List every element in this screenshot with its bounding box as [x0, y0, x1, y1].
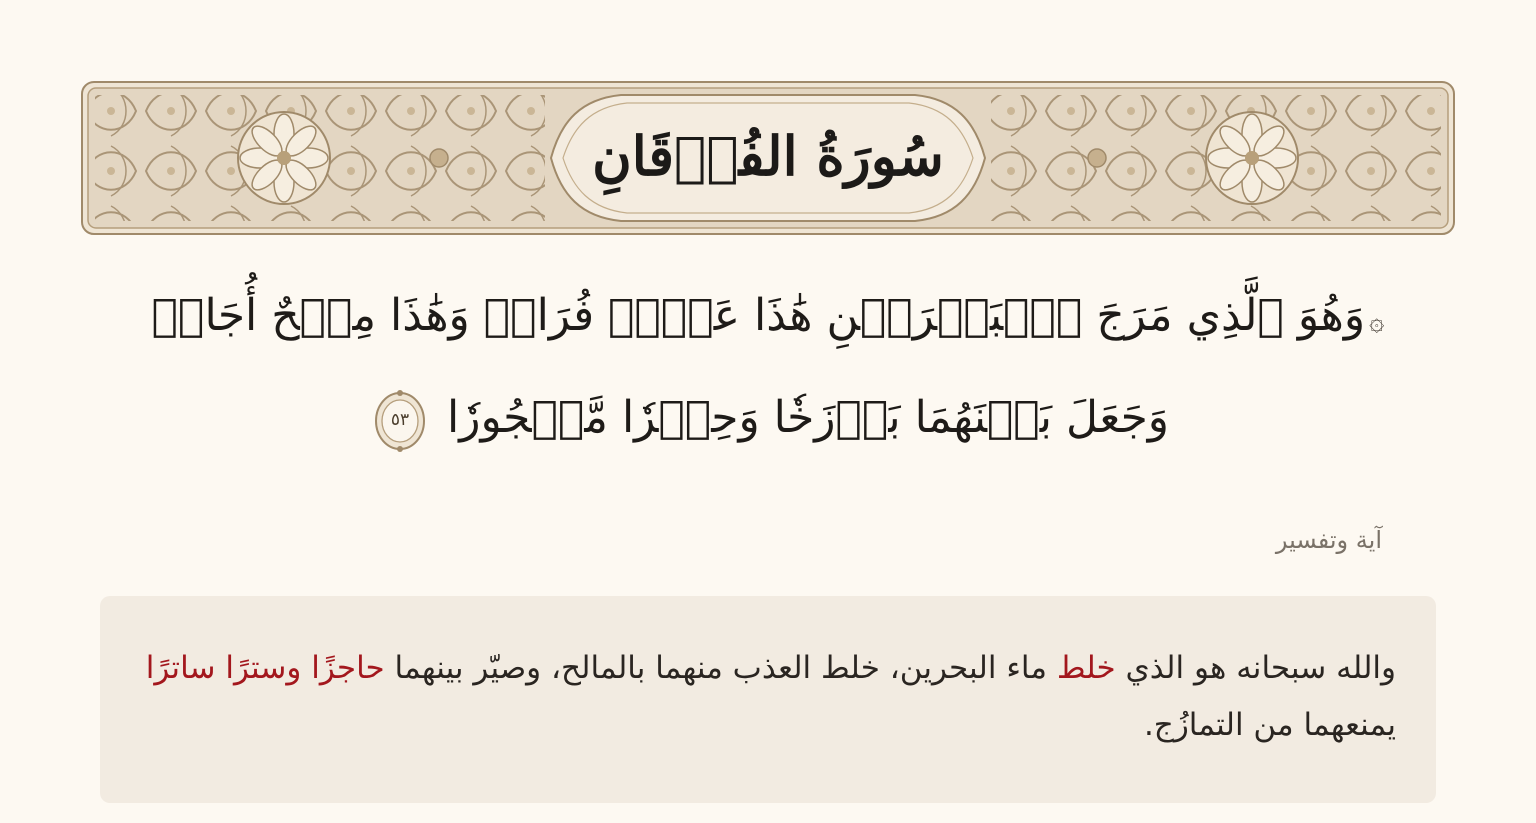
- tafsir-part-2: ماء البحرين، خلط العذب منهما بالمالح، وصيّر بينهما: [384, 650, 1057, 686]
- rub-el-hizb-icon: ۞: [1369, 307, 1385, 337]
- tafsir-section-heading: آية وتفسير: [1275, 526, 1382, 554]
- right-rosette-icon: [1206, 112, 1298, 204]
- verse-text-block: [100, 268, 1436, 466]
- surah-header-banner: [81, 81, 1455, 235]
- left-rosette-icon: [238, 112, 330, 204]
- ayah-number-marker: [373, 389, 427, 453]
- tafsir-text: [140, 640, 1396, 754]
- tafsir-part-1: والله سبحانه هو الذي: [1115, 650, 1396, 686]
- tafsir-highlight-1: خلط: [1056, 650, 1116, 686]
- tafsir-part-3: يمنعهما من التمازُج.: [1143, 707, 1396, 743]
- tafsir-highlight-2: حاجزًا وسترًا ساترًا: [145, 650, 385, 686]
- ayah-number: ٥٣: [390, 410, 410, 430]
- verse-text: وَهُوَ ٱلَّذِي مَرَجَ ٱلۡبَحۡرَيۡنِ هَٰذَا عَذۡبٞ فُرَاتٞ وَهَٰذَا مِلۡحٌ أُجَاجٞ وَجَعَلَ بَيۡنَهُمَا بَرۡزَخٗا وَحِجۡرٗا مَّحۡجُورٗا: [151, 290, 1366, 443]
- surah-title: سُورَةُ الفُرۡقَانِ: [592, 124, 944, 188]
